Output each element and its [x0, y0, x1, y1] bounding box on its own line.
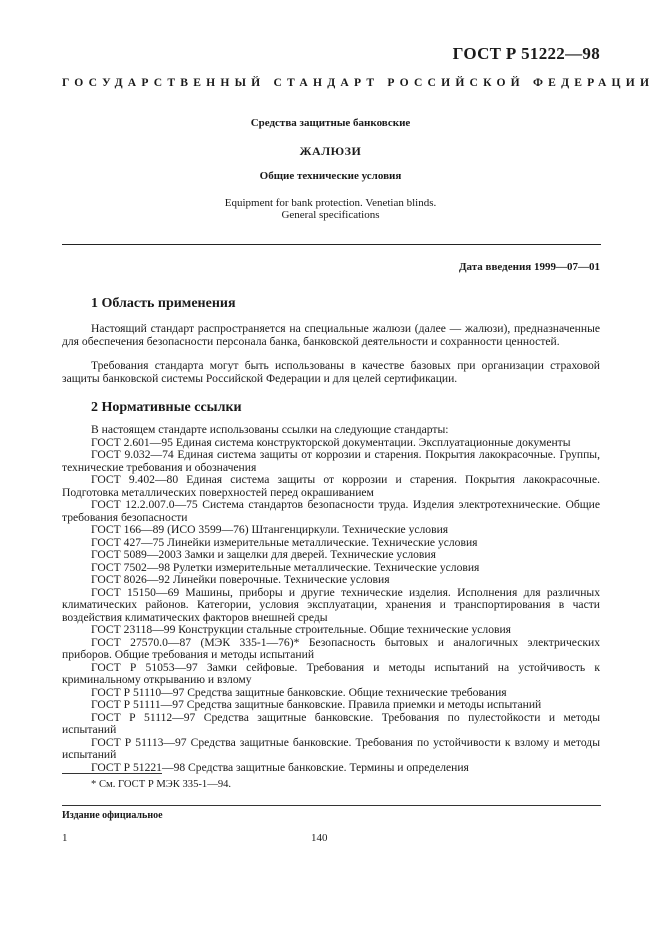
reference-item: ГОСТ 427—75 Линейки измерительные металлические. Технические условия: [91, 535, 478, 549]
section-1-heading: 1 Область применения: [91, 296, 236, 311]
reference-item: ГОСТ Р 51053—97 Замки сейфовые. Требования и методы испытаний на устойчивость к криминальному открыванию и взлому: [62, 660, 600, 686]
reference-item: ГОСТ 8026—92 Линейки поверочные. Технические условия: [91, 573, 390, 586]
reference-item: ГОСТ 7502—98 Рулетки измерительные металлические. Технические условия: [91, 560, 480, 574]
title-subtitle: Общие технические условия: [259, 170, 402, 182]
reference-item: ГОСТ 9.402—80 Единая система защиты от коррозии и старения. Покрытия лакокрасочные. Подготовка металлических поверхностей перед окрашиванием: [62, 473, 600, 499]
page-number-left: 1: [62, 832, 68, 844]
footnote-divider: [62, 773, 162, 774]
reference-item: ГОСТ 9.032—74 Единая система защиты от коррозии и старения. Покрытия лакокрасочные. Группы, технические требования и обозначения: [62, 448, 600, 474]
page-number-center: 140: [311, 832, 328, 844]
reference-item: ГОСТ 15150—69 Машины, приборы и другие технические изделия. Исполнения для различных климатических районов. Категории, условия эксплуатации, хранения и транспортирования в части воздействия климатических факторов внешней среды: [62, 585, 600, 624]
title-name: ЖАЛЮЗИ: [299, 144, 362, 158]
reference-item: ГОСТ Р 51110—97 Средства защитные банковские. Общие технические требования: [91, 685, 507, 699]
english-title-line-2: General specifications: [281, 209, 380, 221]
footnote: * См. ГОСТ Р МЭК 335-1—94.: [91, 779, 232, 790]
reference-intro: В настоящем стандарте использованы ссылки на следующие стандарты:: [91, 423, 449, 436]
reference-item: ГОСТ 27570.0—87 (МЭК 335-1—76)* Безопасность бытовых и аналогичных электрических приборов. Общие требования и методы испытаний: [62, 635, 600, 661]
section-1-paragraph: Настоящий стандарт распространяется на специальные жалюзи (далее — жалюзи), предназначенные для обеспечения безопасности персонала банка, банковской деятельности и сохранности ценностей.: [62, 322, 600, 348]
introduction-date: Дата введения 1999—07—01: [458, 261, 600, 273]
standard-code: ГОСТ Р 51222—98: [452, 44, 600, 63]
section-1-paragraph: Требования стандарта могут быть использованы в качестве базовых при организации страховой защиты банковской системы Российской Федерации и для целей сертификации.: [62, 359, 600, 385]
english-title-line-1: Equipment for bank protection. Venetian blinds.: [224, 197, 437, 209]
reference-item: ГОСТ Р 51221—98 Средства защитные банковские. Термины и определения: [91, 760, 469, 774]
title-group: Средства защитные банковские: [250, 117, 411, 129]
section-2-heading: 2 Нормативные ссылки: [91, 400, 242, 415]
reference-item: ГОСТ 5089—2003 Замки и защелки для дверей. Технические условия: [91, 548, 436, 561]
title-divider: [62, 244, 601, 245]
edition-label: Издание официальное: [62, 810, 163, 821]
reference-item: ГОСТ 23118—99 Конструкции стальные строительные. Общие технические условия: [91, 623, 512, 636]
reference-item: ГОСТ Р 51113—97 Средства защитные банковские. Требования по устойчивости к взлому и методы испытаний: [62, 735, 600, 761]
reference-item: ГОСТ 2.601—95 Единая система конструкторской документации. Эксплуатационные документы: [91, 435, 571, 449]
normative-references-list: [62, 424, 600, 774]
standard-banner: ГОСУДАРСТВЕННЫЙ СТАНДАРТ РОССИЙСКОЙ ФЕДЕРАЦИИ: [62, 76, 655, 89]
english-title: [62, 197, 599, 221]
reference-item: ГОСТ Р 51111—97 Средства защитные банковские. Правила приемки и методы испытаний: [91, 698, 542, 711]
footer-divider: [62, 805, 601, 806]
reference-item: ГОСТ Р 51112—97 Средства защитные банковские. Требования по пулестойкости и методы испытаний: [62, 710, 600, 736]
reference-item: ГОСТ 12.2.007.0—75 Система стандартов безопасности труда. Изделия электротехнические. Общие требования безопасности: [62, 498, 600, 524]
reference-item: ГОСТ 166—89 (ИСО 3599—76) Штангенциркули. Технические условия: [91, 523, 449, 536]
